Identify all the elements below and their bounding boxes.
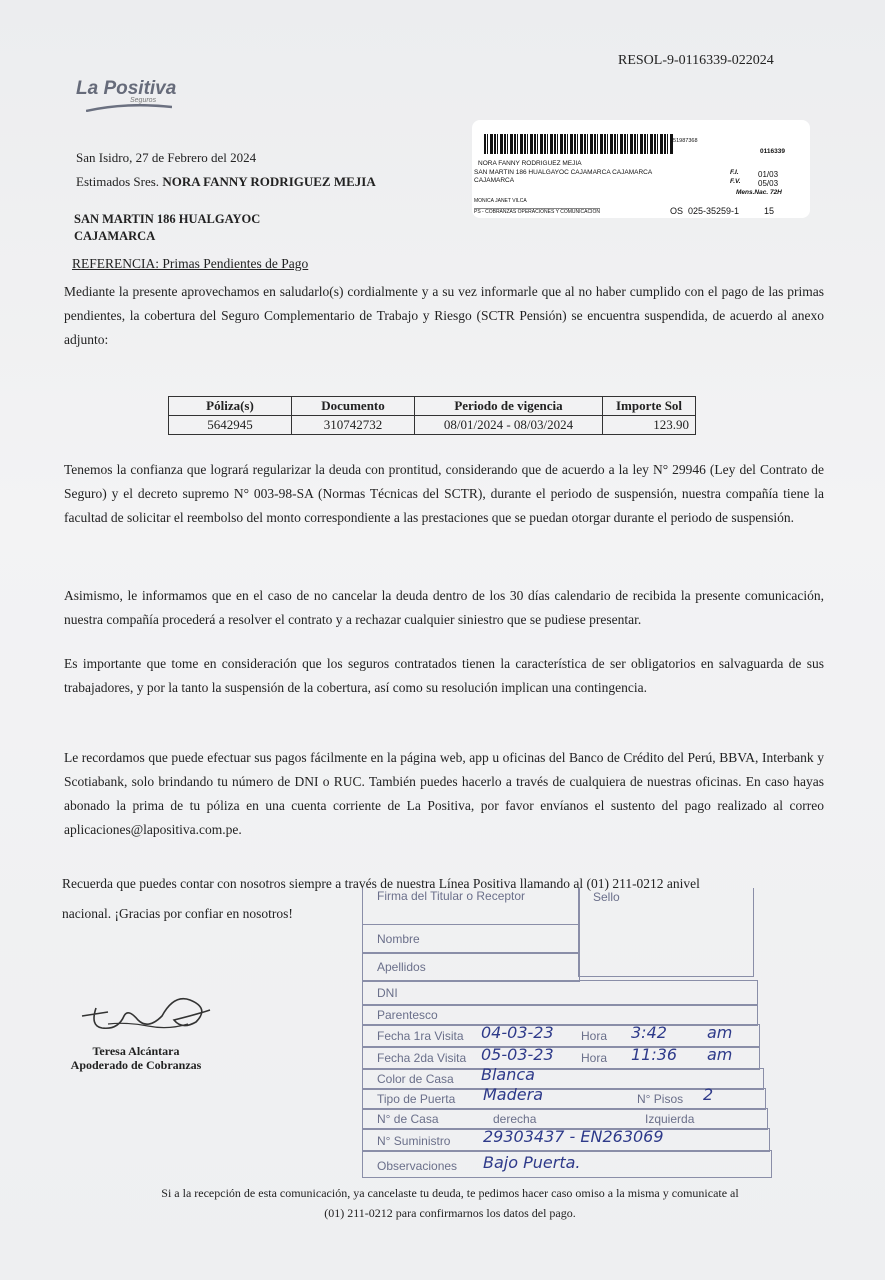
label-fv-value: 05/03 — [758, 179, 779, 188]
reference: REFERENCIA: Primas Pendientes de Pago — [72, 256, 309, 271]
paragraph-1: Mediante la presente aprovechamos en saludarlo(s) cordialmente y a su vez informarle que al no haber cumplido con el pago de las primas pendientes, la cobertura del Seguro Complementario de Trabajo y Riesgo (SCTR Pensión) se encuentra suspendida, de acuerdo al anexo adjunto: — [64, 284, 824, 347]
header-documento: Documento — [292, 397, 415, 416]
address-line-1: SAN MARTIN 186 HUALGAYOC — [74, 212, 261, 226]
firma-label: Firma del Titular o Receptor — [377, 889, 526, 903]
color-label: Color de Casa — [377, 1072, 454, 1086]
sello-cell — [578, 888, 754, 977]
label-fi: F.I. — [730, 169, 739, 176]
greeting — [76, 174, 376, 190]
delivery-form — [362, 888, 772, 1178]
footer-line-1: Si a la recepción de esta comunicación, ya cancelaste tu deuda, te pedimos hacer caso omiso a la misma y comunicate al — [161, 1186, 739, 1200]
paragraph-5: Le recordamos que puede efectuar sus pagos fácilmente en la página web, app u oficinas del Banco de Crédito del Perú, BBVA, Interbank y Scotiabank, solo brindando tu número de DNI o RUC. También puedes hacerlo a través de cualquiera de nuestras oficinas. En caso hayas abonado la prima de tu póliza en una cuenta corriente de La Positiva, por favor envíanos el sustento del pago realizado al correo aplicaciones@lapositiva.com.pe. — [64, 750, 824, 837]
apellidos-cell — [362, 952, 580, 982]
label-os-value: 025-35259-1 — [688, 206, 740, 216]
ampm2-value: am — [707, 1045, 733, 1064]
paragraph-4: Es importante que tome en consideración que los seguros contratados tienen la característica de ser obligatorios en salvaguarda de sus trabajadores, y por la tanto la suspensión de la cobertura, así como su resolución implican una contingencia. — [64, 656, 824, 695]
visita1-row — [362, 1024, 760, 1048]
annex-table — [168, 396, 696, 435]
label-service: Mens.Nac. 72H — [736, 189, 782, 196]
pisos-value: 2 — [703, 1085, 714, 1104]
hora2-value: 11:36 — [631, 1045, 678, 1064]
suministro-value: 29303437 - EN263069 — [483, 1127, 664, 1146]
header-importe: Importe Sol — [603, 397, 696, 416]
mail-label — [472, 120, 810, 218]
cell-documento: 310742732 — [292, 416, 415, 435]
signer-title: Apoderado de Cobranzas — [70, 1058, 202, 1072]
parentesco-label: Parentesco — [377, 1008, 438, 1022]
firma-cell — [362, 888, 580, 925]
color-value: Blanca — [481, 1065, 535, 1084]
logo-swoosh-icon — [86, 104, 172, 112]
recipient-address — [74, 211, 260, 245]
izquierda-label: Izquierda — [645, 1112, 695, 1126]
nombre-label: Nombre — [377, 932, 420, 946]
apellidos-label: Apellidos — [377, 960, 426, 974]
visita2-label: Fecha 2da Visita — [377, 1051, 467, 1065]
address-line-2: CAJAMARCA — [74, 229, 156, 243]
label-recipient: NORA FANNY RODRIGUEZ MEJIA — [478, 160, 582, 167]
annex-header-row — [169, 397, 696, 416]
nombre-cell — [362, 924, 580, 954]
header-periodo: Periodo de vigencia — [415, 397, 603, 416]
visita2-value: 05-03-23 — [481, 1045, 554, 1064]
cell-importe: 123.90 — [603, 416, 696, 435]
observaciones-row — [362, 1150, 772, 1178]
greeting-prefix: Estimados Sres. — [76, 174, 160, 189]
paragraph-2: Tenemos la confianza que logrará regularizar la deuda con prontitud, considerando que de acuerdo a la ley N° 29946 (Ley del Contrato de Seguro) y el decreto supremo N° 003-98-SA (Normas Técnicas del SCTR), durante el periodo de suspensión, nuestra compañía tiene la facultad de solicitar el reembolso del monto correspondiente a las prestaciones que se puedan otorgar durante el periodo de suspensión. — [64, 462, 824, 525]
company-logo: La Positiva — [76, 78, 177, 99]
observaciones-label: Observaciones — [377, 1159, 458, 1173]
header-poliza: Póliza(s) — [169, 397, 292, 416]
barcode-icon — [484, 134, 674, 154]
label-fi-value: 01/03 — [758, 170, 779, 179]
signer-block — [62, 1044, 210, 1072]
ampm1-value: am — [707, 1023, 733, 1042]
letter-date: San Isidro, 27 de Febrero del 2024 — [76, 150, 257, 165]
label-dept: PS - COBRANZAS OPERACIONES Y COMUNICACION — [474, 209, 600, 215]
label-agent: MONICA JANET VILCA — [474, 198, 527, 204]
dni-label: DNI — [377, 986, 398, 1000]
label-address: SAN MARTIN 186 HUALGAYOC CAJAMARCA CAJAMARCA — [474, 169, 653, 176]
paragraph-6-line-1: Recuerda que puedes contar con nosotros siempre a través de nuestra Línea Positiva llamando al (01) 211-0212 anivel — [62, 876, 700, 891]
visita1-label: Fecha 1ra Visita — [377, 1029, 464, 1043]
label-city: CAJAMARCA — [474, 177, 515, 184]
signer-name: Teresa Alcántara — [92, 1044, 180, 1058]
cell-periodo: 08/01/2024 - 08/03/2024 — [415, 416, 603, 435]
hora2-label: Hora — [581, 1051, 608, 1065]
visita2-row — [362, 1046, 760, 1070]
suministro-label: N° Suministro — [377, 1134, 451, 1148]
cell-poliza: 5642945 — [169, 416, 292, 435]
label-code: 0116339 — [760, 148, 785, 155]
suministro-row — [362, 1128, 770, 1152]
puerta-label: Tipo de Puerta — [377, 1092, 456, 1106]
dni-cell — [362, 980, 758, 1006]
parentesco-cell — [362, 1004, 758, 1026]
hora1-label: Hora — [581, 1029, 608, 1043]
label-count: 15 — [764, 206, 775, 216]
pisos-label: N° Pisos — [637, 1092, 684, 1106]
company-logo-subtitle: Seguros — [130, 97, 157, 104]
footer-note — [120, 1183, 780, 1223]
derecha-label: derecha — [493, 1112, 537, 1126]
table-row — [169, 416, 696, 435]
puerta-value: Madera — [483, 1085, 543, 1104]
sello-label: Sello — [593, 890, 620, 904]
label-fv: F.V. — [730, 178, 741, 185]
visita1-value: 04-03-23 — [481, 1023, 554, 1042]
barcode-number: 951987368 — [670, 138, 698, 144]
resolution-number: RESOL-9-0116339-022024 — [618, 53, 774, 68]
paragraph-6-line-2: nacional. ¡Gracias por confiar en nosotros! — [62, 906, 293, 921]
puerta-row — [362, 1085, 766, 1110]
recipient-name: NORA FANNY RODRIGUEZ MEJIA — [162, 174, 376, 189]
casa-label: N° de Casa — [377, 1112, 439, 1126]
hora1-value: 3:42 — [631, 1023, 667, 1042]
observaciones-value: Bajo Puerta. — [483, 1153, 581, 1172]
footer-line-2: (01) 211-0212 para confirmarnos los datos del pago. — [324, 1206, 576, 1220]
paragraph-3: Asimismo, le informamos que en el caso de no cancelar la deuda dentro de los 30 días calendario de recibida la presente comunicación, nuestra compañía procederá a resolver el contrato y a rechazar cualquier siniestro que se pudiese presentar. — [64, 588, 824, 627]
label-os: OS — [670, 206, 684, 216]
signature-icon — [78, 986, 218, 1042]
